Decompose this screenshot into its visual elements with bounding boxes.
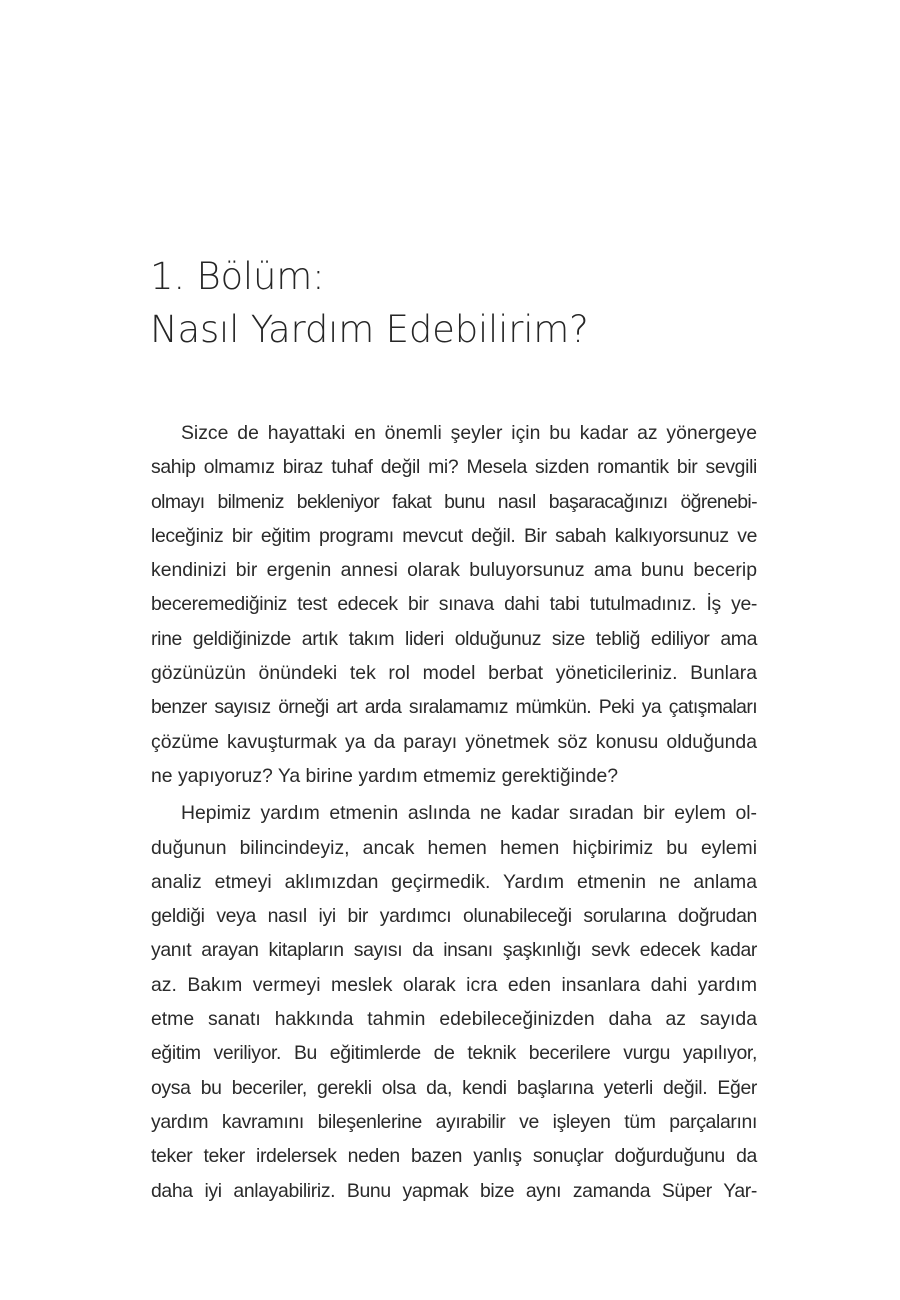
- text-line: beceremediğiniz test edecek bir sınava dahi tabi tutulmadınız. İş ye-: [151, 593, 757, 616]
- text-line: eğitim veriliyor. Bu eğitimlerde de teknik becerilere vurgu yapılıyor,: [151, 1042, 757, 1065]
- text-line: olmayı bilmeniz bekleniyor fakat bunu nasıl başaracağınızı öğrenebi-: [151, 490, 757, 513]
- text-line: gözünüzün önündeki tek rol model berbat yöneticileriniz. Bunlara: [151, 662, 757, 685]
- chapter-name: Nasıl Yardım Edebilirim?: [150, 308, 589, 351]
- text-line: teker teker irdelersek neden bazen yanlış sonuçlar doğurduğunu da: [151, 1145, 757, 1168]
- text-line: daha iyi anlayabiliriz. Bunu yapmak bize aynı zamanda Süper Yar-: [151, 1179, 757, 1202]
- text-line: yardım kavramını bileşenlerine ayırabilir ve işleyen tüm parçalarını: [151, 1110, 757, 1133]
- chapter-number: 1. Bölüm:: [150, 255, 325, 298]
- text-line: Hepimiz yardım etmenin aslında ne kadar sıradan bir eylem ol-: [181, 802, 757, 825]
- text-line: rine geldiğinizde artık takım lideri olduğunuz size tebliğ ediliyor ama: [151, 627, 757, 650]
- paragraph-2: [151, 796, 757, 1208]
- text-line: ne yapıyoruz? Ya birine yardım etmemiz gerektiğinde?: [151, 764, 619, 787]
- text-line: az. Bakım vermeyi meslek olarak icra eden insanlara dahi yardım: [151, 973, 757, 996]
- text-line: duğunun bilincindeyiz, ancak hemen hemen hiçbirimiz bu eylemi: [151, 836, 757, 859]
- text-line: oysa bu beceriler, gerekli olsa da, kendi başlarına yeterli değil. Eğer: [151, 1076, 757, 1099]
- text-line: Sizce de hayattaki en önemli şeyler için bu kadar az yönergeye: [181, 422, 757, 444]
- text-line: benzer sayısız örneği art arda sıralamamız mümkün. Peki ya çatışmaları: [151, 696, 757, 719]
- text-line: kendinizi bir ergenin annesi olarak buluyorsunuz ama bunu becerip: [151, 559, 757, 582]
- text-line: yanıt arayan kitapların sayısı da insanı şaşkınlığı sevk edecek kadar: [151, 939, 757, 962]
- text-line: geldiği veya nasıl iyi bir yardımcı olunabileceği sorularına doğrudan: [151, 905, 757, 928]
- body-text: [151, 416, 757, 1211]
- text-line: çözüme kavuşturmak ya da parayı yönetmek söz konusu olduğunda: [151, 730, 757, 753]
- text-line: sahip olmamız biraz tuhaf değil mi? Mesela sizden romantik bir sevgili: [151, 456, 757, 479]
- chapter-title: [150, 250, 589, 356]
- paragraph-1: [151, 416, 757, 793]
- text-line: leceğiniz bir eğitim programı mevcut değil. Bir sabah kalkıyorsunuz ve: [151, 524, 757, 547]
- text-line: etme sanatı hakkında tahmin edebileceğinizden daha az sayıda: [151, 1008, 757, 1031]
- text-line: analiz etmeyi aklımızdan geçirmedik. Yardım etmenin ne anlama: [151, 870, 757, 893]
